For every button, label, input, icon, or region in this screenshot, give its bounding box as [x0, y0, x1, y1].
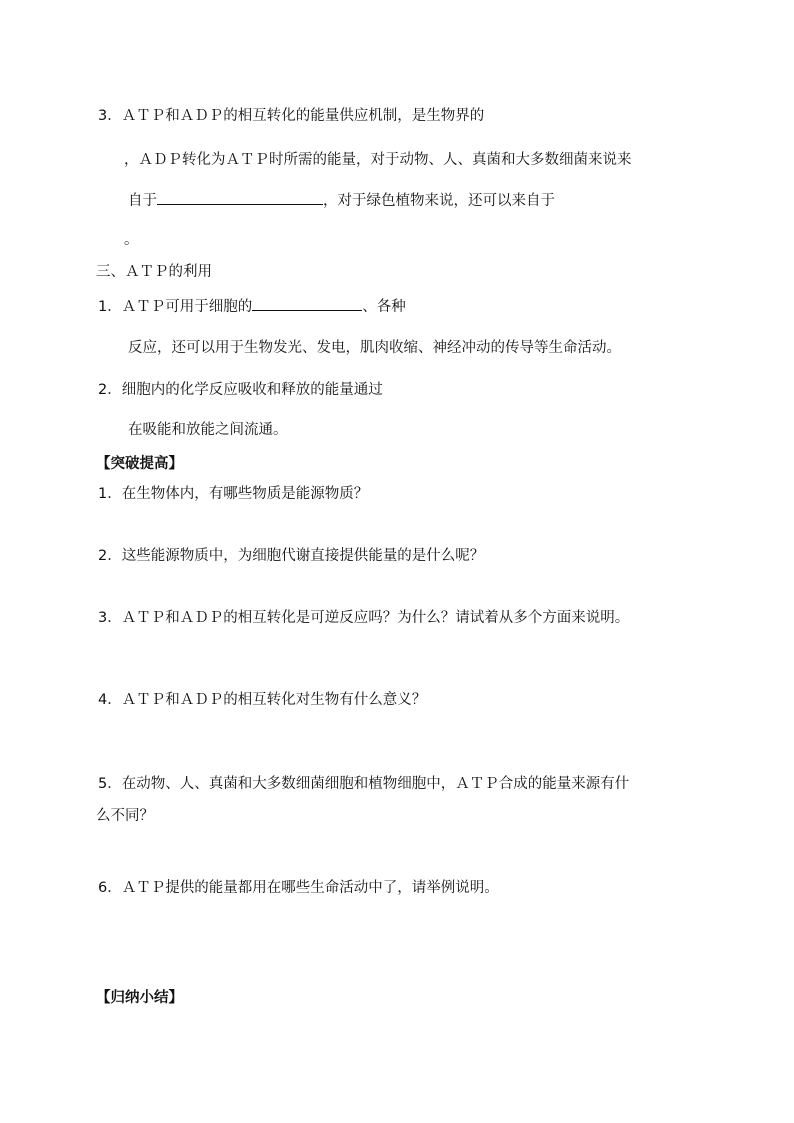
- fill-blank[interactable]: [252, 296, 362, 311]
- item3-line3-suffix: ，对于绿色植物来说，还可以来自于: [323, 193, 555, 209]
- use-item1-suffix: 、各种: [362, 299, 406, 315]
- fill-blank[interactable]: [157, 190, 323, 205]
- question-1: 1．在生物体内，有哪些物质是能源物质？: [98, 486, 369, 502]
- question-5-line1: 5．在动物、人、真菌和大多数细菌细胞和植物细胞中，ＡＴＰ合成的能量来源有什: [98, 776, 630, 792]
- use-item1-prefix: 1．ＡＴＰ可用于细胞的: [98, 299, 253, 315]
- item3-line3-prefix: 自于: [128, 193, 157, 209]
- use-item1: [98, 296, 406, 317]
- use-item1-line2: 反应，还可以用于生物发光、发电，肌肉收缩、神经冲动的传导等生命活动。: [128, 340, 621, 356]
- summary-heading: 【归纳小结】: [96, 990, 183, 1006]
- question-3: 3．ＡＴＰ和ＡＤＰ的相互转化是可逆反应吗？为什么？请试着从多个方面来说明。: [98, 610, 630, 626]
- question-4: 4．ＡＴＰ和ＡＤＰ的相互转化对生物有什么意义？: [98, 692, 427, 708]
- item3-line2: ，ＡＤＰ转化为ＡＴＰ时所需的能量，对于动物、人、真菌和大多数细菌来说来: [124, 152, 632, 168]
- item3-line4: 。: [124, 232, 139, 248]
- section-heading-use: 三、ＡＴＰ的利用: [96, 264, 212, 280]
- breakthrough-heading: 【突破提高】: [96, 456, 183, 472]
- item3-line3: [128, 190, 555, 211]
- question-6: 6．ＡＴＰ提供的能量都用在哪些生命活动中了，请举例说明。: [98, 880, 499, 896]
- item3-line1: 3．ＡＴＰ和ＡＤＰ的相互转化的能量供应机制，是生物界的: [98, 108, 485, 124]
- question-5-line2: 么不同？: [96, 808, 154, 824]
- use-item2-line2: 在吸能和放能之间流通。: [128, 422, 288, 438]
- use-item2-line1: 2．细胞内的化学反应吸收和释放的能量通过: [98, 382, 383, 398]
- question-2: 2．这些能源物质中，为细胞代谢直接提供能量的是什么呢？: [98, 548, 485, 564]
